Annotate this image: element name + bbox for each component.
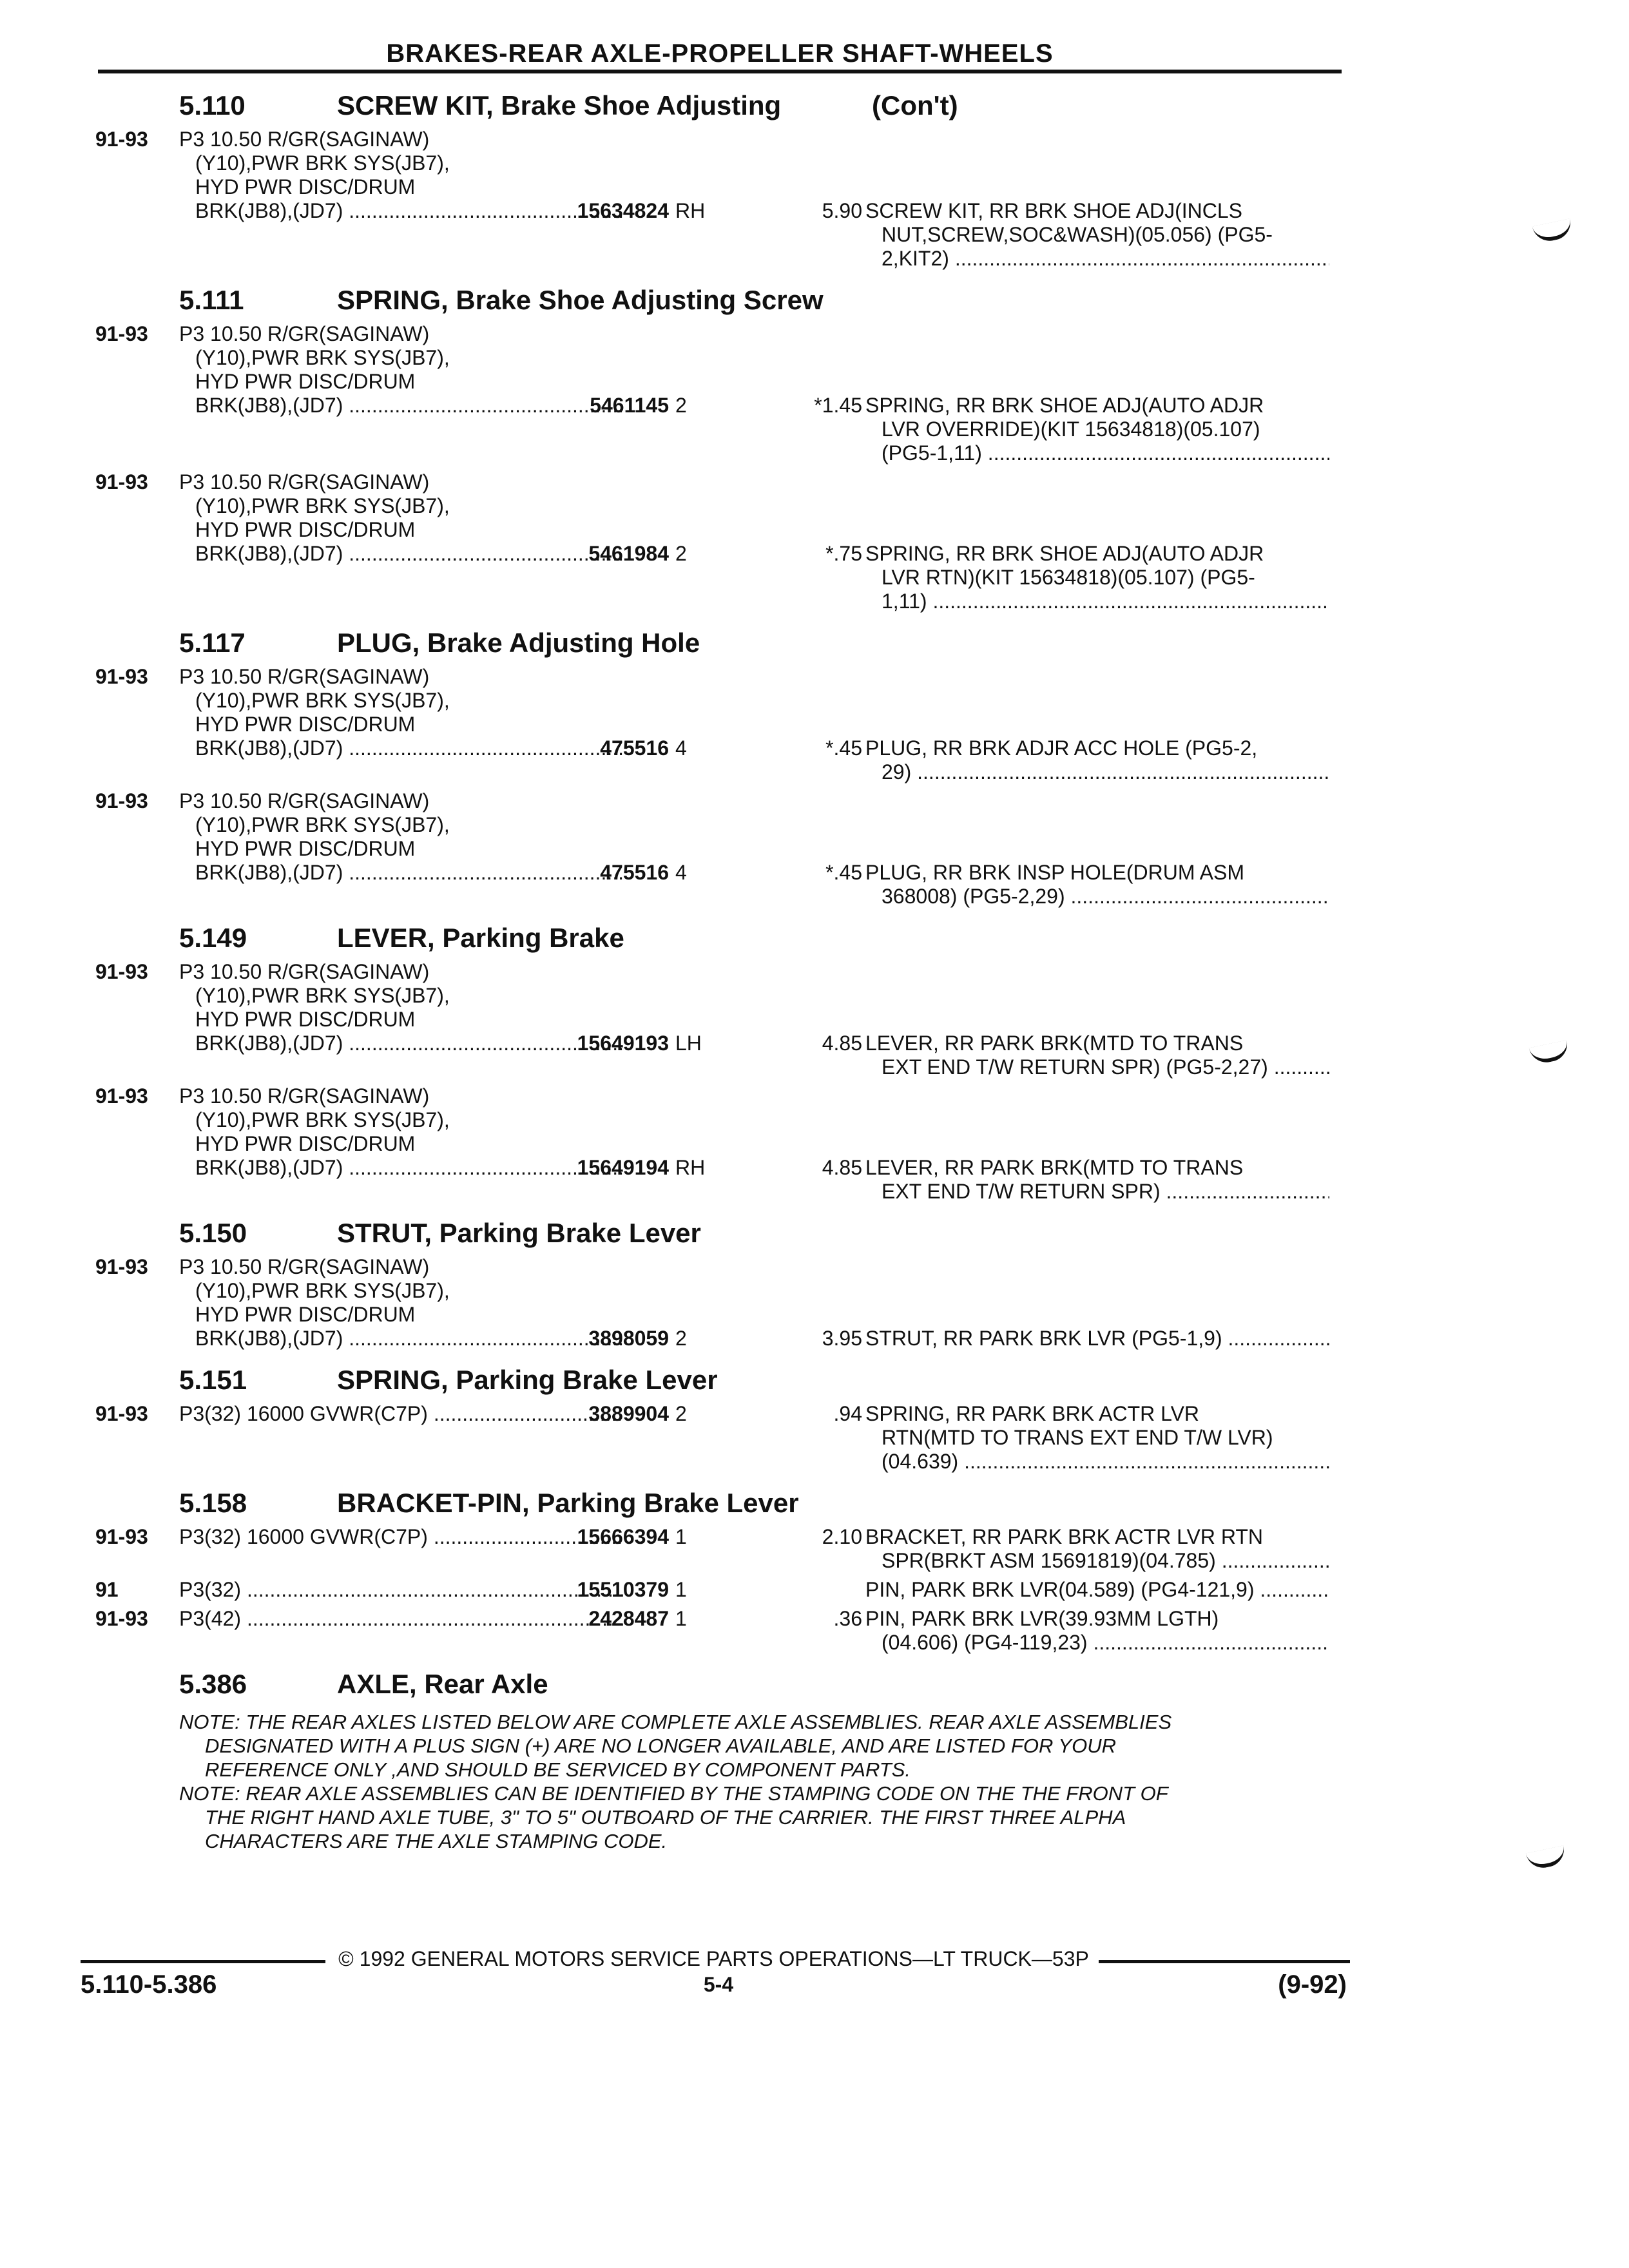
part-number: 3889904 [588, 1402, 669, 1425]
quantity: 1 [675, 1578, 687, 1601]
footer-copyright: © 1992 GENERAL MOTORS SERVICE PARTS OPERATIONS—LT TRUCK—53P [338, 1947, 1089, 1970]
part-description-text: SPRING, RR BRK SHOE ADJ(AUTO ADJR [865, 394, 1264, 417]
model-years: 91-93 [95, 470, 148, 494]
section-heading [95, 1365, 1345, 1402]
description-text: BRK(JB8),(JD7) [195, 1032, 343, 1055]
dot-leader [982, 441, 1329, 465]
part-description-line [865, 736, 1329, 760]
quantity: 4 [675, 861, 687, 884]
model-years: 91-93 [95, 665, 148, 688]
description-text: BRK(JB8),(JD7) [195, 1156, 343, 1179]
part-entry [95, 1402, 1345, 1474]
description-line [179, 837, 624, 861]
description-text: P3 10.50 R/GR(SAGINAW) [179, 322, 430, 345]
part-description [865, 1525, 1329, 1573]
description-text: (Y10),PWR BRK SYS(JB7), [195, 984, 450, 1007]
description-line [179, 1303, 624, 1327]
description-text: (Y10),PWR BRK SYS(JB7), [195, 1108, 450, 1131]
unit-price: 5.90 [822, 199, 862, 222]
part-description-line [865, 1549, 1329, 1573]
part-number: 475516 [600, 861, 669, 884]
dot-leader [1065, 885, 1329, 908]
part-entry [95, 665, 1345, 784]
part-entry [95, 1084, 1345, 1204]
part-description-line [865, 247, 1329, 271]
footer-date: (9-92) [1278, 1970, 1347, 1999]
model-years: 91-93 [95, 960, 148, 983]
quantity: 1 [675, 1607, 687, 1630]
dot-leader [1222, 1327, 1329, 1350]
description-text: BRK(JB8),(JD7) [195, 861, 343, 884]
description-text: HYD PWR DISC/DRUM [195, 1132, 416, 1155]
section-number: 5.117 [179, 628, 246, 658]
footer-rule [81, 1960, 325, 1963]
description-text: HYD PWR DISC/DRUM [195, 1008, 416, 1031]
quantity: 1 [675, 1525, 687, 1548]
part-entry [95, 789, 1345, 908]
part-entry [95, 1578, 1345, 1602]
part-description-text: 29) [882, 760, 912, 783]
part-description-line [865, 590, 1329, 613]
description-line [179, 813, 624, 837]
section-heading [95, 1669, 1345, 1706]
part-description-line [865, 1631, 1329, 1655]
model-years: 91-93 [95, 322, 148, 345]
axle-note [179, 1710, 1326, 1782]
description-line [179, 1279, 624, 1303]
section-title: SPRING, Brake Shoe Adjusting Screw [337, 285, 824, 315]
axle-note-line: CHARACTERS ARE THE AXLE STAMPING CODE. [205, 1830, 668, 1852]
quantity: LH [675, 1032, 702, 1055]
dot-leader [1255, 1578, 1330, 1601]
part-number: 15666394 [577, 1525, 669, 1548]
footer-page-number: 5-4 [703, 1973, 734, 1996]
part-entry [95, 128, 1345, 271]
description-text: (Y10),PWR BRK SYS(JB7), [195, 813, 450, 836]
description-text: (Y10),PWR BRK SYS(JB7), [195, 494, 450, 517]
part-description-text: EXT END T/W RETURN SPR) [882, 1180, 1161, 1203]
part-description-text: SPRING, RR PARK BRK ACTR LVR [865, 1402, 1200, 1425]
part-description-text: BRACKET, RR PARK BRK ACTR LVR RTN [865, 1525, 1264, 1548]
part-description-line [865, 566, 1329, 590]
part-description-text: LVR RTN)(KIT 15634818)(05.107) (PG5- [882, 566, 1255, 589]
part-description-line [865, 885, 1329, 908]
unit-price: *.45 [825, 861, 862, 884]
part-description-text: (PG5-1,11) [882, 441, 982, 465]
description-text: P3 10.50 R/GR(SAGINAW) [179, 470, 430, 494]
section-heading [95, 628, 1345, 665]
quantity: 2 [675, 1402, 687, 1425]
description-line [179, 984, 624, 1008]
part-description-text: STRUT, RR PARK BRK LVR (PG5-1,9) [865, 1327, 1222, 1350]
section-title: STRUT, Parking Brake Lever [337, 1218, 701, 1248]
dot-leader [1088, 1631, 1329, 1654]
part-entry [95, 1525, 1345, 1573]
quantity: 2 [675, 1327, 687, 1350]
part-number: 3898059 [588, 1327, 669, 1350]
section-heading [95, 285, 1345, 322]
section-heading [95, 90, 1345, 128]
part-description [865, 394, 1329, 465]
quantity: RH [675, 199, 706, 222]
part-description-line [865, 199, 1329, 223]
description-text: (Y10),PWR BRK SYS(JB7), [195, 689, 450, 712]
description-text: HYD PWR DISC/DRUM [195, 1303, 416, 1326]
description-line [179, 960, 624, 984]
description-text: HYD PWR DISC/DRUM [195, 713, 416, 736]
part-number: 2428487 [588, 1607, 669, 1630]
part-entry [95, 1255, 1345, 1350]
part-description-line [865, 1426, 1329, 1450]
description-text: HYD PWR DISC/DRUM [195, 370, 416, 393]
description-text: HYD PWR DISC/DRUM [195, 518, 416, 541]
part-entry [95, 960, 1345, 1079]
part-description-line [865, 1032, 1329, 1055]
unit-price: 2.10 [822, 1525, 862, 1548]
part-description-text: 1,11) [882, 590, 927, 613]
description-text: HYD PWR DISC/DRUM [195, 837, 416, 860]
description-text: P3 10.50 R/GR(SAGINAW) [179, 960, 430, 983]
section-title: LEVER, Parking Brake [337, 923, 624, 953]
part-description-line [865, 1450, 1329, 1474]
description-text: BRK(JB8),(JD7) [195, 1327, 343, 1350]
unit-price: *1.45 [814, 394, 862, 417]
description-text: BRK(JB8),(JD7) [195, 736, 343, 760]
quantity: RH [675, 1156, 706, 1179]
part-entry [95, 470, 1345, 613]
description-text: P3(32) 16000 GVWR(C7P) [179, 1525, 428, 1548]
quantity: 2 [675, 394, 687, 417]
model-years: 91-93 [95, 1402, 148, 1425]
dot-leader [927, 590, 1329, 613]
part-description-line [865, 1055, 1329, 1079]
section-title: BRACKET-PIN, Parking Brake Lever [337, 1488, 799, 1518]
description-text: P3 10.50 R/GR(SAGINAW) [179, 1084, 430, 1108]
description-text: BRK(JB8),(JD7) [195, 394, 343, 417]
description-text: P3(42) [179, 1607, 242, 1630]
section-heading [95, 923, 1345, 960]
description-line [179, 175, 624, 199]
description-line [179, 1008, 624, 1032]
part-description [865, 1578, 1329, 1602]
part-description-text: EXT END T/W RETURN SPR) (PG5-2,27) [882, 1055, 1268, 1079]
dot-leader [958, 1450, 1329, 1473]
section-number: 5.111 [179, 285, 244, 315]
description-text: BRK(JB8),(JD7) [195, 199, 343, 222]
header-rule [98, 70, 1342, 73]
model-years: 91-93 [95, 128, 148, 151]
description-line [179, 665, 624, 689]
part-entry [95, 1607, 1345, 1655]
part-description-text: PIN, PARK BRK LVR(04.589) (PG4-121,9) [865, 1578, 1255, 1601]
description-line [179, 689, 624, 713]
part-description [865, 1607, 1329, 1655]
part-description-line [865, 418, 1329, 441]
part-description-text: RTN(MTD TO TRANS EXT END T/W LVR) [882, 1426, 1273, 1449]
part-description [865, 1032, 1329, 1079]
unit-price: .94 [833, 1402, 862, 1425]
section-number: 5.150 [179, 1218, 247, 1248]
description-line [179, 789, 624, 813]
part-description [865, 1327, 1329, 1350]
part-description-line [865, 1327, 1329, 1350]
part-description-text: SPRING, RR BRK SHOE ADJ(AUTO ADJR [865, 542, 1264, 565]
part-description-line [865, 394, 1329, 418]
part-description-text: LEVER, RR PARK BRK(MTD TO TRANS [865, 1156, 1244, 1179]
unit-price: 3.95 [822, 1327, 862, 1350]
part-description [865, 542, 1329, 613]
description-line [179, 151, 624, 175]
part-description-line [865, 441, 1329, 465]
description-text: P3 10.50 R/GR(SAGINAW) [179, 789, 430, 812]
part-description [865, 1156, 1329, 1204]
description-text: P3 10.50 R/GR(SAGINAW) [179, 1255, 430, 1278]
part-description-text: NUT,SCREW,SOC&WASH)(05.056) (PG5- [882, 223, 1273, 246]
margin-check-mark [1529, 1040, 1571, 1066]
section-title: AXLE, Rear Axle [337, 1669, 548, 1699]
section-title: PLUG, Brake Adjusting Hole [337, 628, 700, 658]
description-line [179, 128, 624, 151]
description-text: P3(32) 16000 GVWR(C7P) [179, 1402, 428, 1425]
description-text: (Y10),PWR BRK SYS(JB7), [195, 346, 450, 369]
section-title: SCREW KIT, Brake Shoe Adjusting [337, 90, 782, 120]
description-line [179, 494, 624, 518]
description-line [179, 470, 624, 494]
description-line [179, 370, 624, 394]
part-description-text: LEVER, RR PARK BRK(MTD TO TRANS [865, 1032, 1244, 1055]
part-description-text: LVR OVERRIDE)(KIT 15634818)(05.107) [882, 418, 1260, 441]
part-number: 5461145 [590, 394, 669, 417]
part-description-text: PIN, PARK BRK LVR(39.93MM LGTH) [865, 1607, 1219, 1630]
description-line [179, 322, 624, 346]
description-text: (Y10),PWR BRK SYS(JB7), [195, 1279, 450, 1302]
part-description-line [865, 1402, 1329, 1426]
description-line [179, 1084, 624, 1108]
page-header [98, 37, 1342, 73]
part-number: 15634824 [577, 199, 669, 222]
unit-price: *.45 [825, 736, 862, 760]
axle-note-line: THE RIGHT HAND AXLE TUBE, 3" TO 5" OUTBOARD OF THE CARRIER. THE FIRST THREE ALPHA [205, 1806, 1126, 1829]
description-text: P3 10.50 R/GR(SAGINAW) [179, 128, 430, 151]
part-description-text: SPR(BRKT ASM 15691819)(04.785) [882, 1549, 1216, 1572]
part-number: 15649194 [577, 1156, 669, 1179]
part-number: 5461984 [588, 542, 669, 565]
dot-leader [911, 760, 1329, 783]
dot-leader [1161, 1180, 1329, 1203]
part-description-text: (04.606) (PG4-119,23) [882, 1631, 1088, 1654]
quantity: 4 [675, 736, 687, 760]
description-text: HYD PWR DISC/DRUM [195, 175, 416, 198]
part-description-text: PLUG, RR BRK INSP HOLE(DRUM ASM [865, 861, 1244, 884]
description-line [179, 1255, 624, 1279]
part-number: 15510379 [577, 1578, 669, 1601]
page-title: BRAKES-REAR AXLE-PROPELLER SHAFT-WHEELS [386, 39, 1054, 68]
part-entry [95, 322, 1345, 465]
description-line [179, 518, 624, 542]
section-number: 5.158 [179, 1488, 247, 1518]
section-number: 5.386 [179, 1669, 247, 1699]
part-description-line [865, 223, 1329, 247]
part-description-line [865, 1180, 1329, 1204]
section-heading [95, 1488, 1345, 1525]
dot-leader [949, 247, 1329, 270]
section-continued: (Con't) [872, 90, 958, 120]
footer-section-range: 5.110-5.386 [81, 1970, 217, 1999]
section-title: SPRING, Parking Brake Lever [337, 1365, 718, 1395]
part-number: 15649193 [577, 1032, 669, 1055]
unit-price: *.75 [825, 542, 862, 565]
margin-check-mark [1526, 1845, 1568, 1871]
model-years: 91 [95, 1578, 119, 1601]
description-line [179, 713, 624, 736]
axle-note-line: REFERENCE ONLY ,AND SHOULD BE SERVICED BY COMPONENT PARTS. [205, 1758, 911, 1781]
model-years: 91-93 [95, 789, 148, 812]
model-years: 91-93 [95, 1607, 148, 1630]
part-description-line [865, 542, 1329, 566]
part-description [865, 1402, 1329, 1474]
axle-note-line: DESIGNATED WITH A PLUS SIGN (+) ARE NO LONGER AVAILABLE, AND ARE LISTED FOR YOUR [205, 1735, 1116, 1757]
model-years: 91-93 [95, 1525, 148, 1548]
part-description [865, 199, 1329, 271]
unit-price: 4.85 [822, 1032, 862, 1055]
margin-check-mark [1532, 218, 1574, 244]
section-number: 5.151 [179, 1365, 247, 1395]
axle-note-line: NOTE: THE REAR AXLES LISTED BELOW ARE COMPLETE AXLE ASSEMBLIES. REAR AXLE ASSEMBLIES [179, 1711, 1172, 1733]
description-text: (Y10),PWR BRK SYS(JB7), [195, 151, 450, 175]
unit-price: .36 [833, 1607, 862, 1630]
section-number: 5.110 [179, 90, 246, 120]
axle-note-line: NOTE: REAR AXLE ASSEMBLIES CAN BE IDENTIFIED BY THE STAMPING CODE ON THE THE FRONT OF [179, 1782, 1168, 1805]
quantity: 2 [675, 542, 687, 565]
part-description-text: (04.639) [882, 1450, 959, 1473]
description-text: P3 10.50 R/GR(SAGINAW) [179, 665, 430, 688]
part-description [865, 861, 1329, 908]
part-description-text: 368008) (PG5-2,29) [882, 885, 1065, 908]
description-line [179, 1132, 624, 1156]
dot-leader [1216, 1549, 1329, 1572]
part-description-line [865, 1578, 1329, 1602]
section-number: 5.149 [179, 923, 247, 953]
part-description-line [865, 1607, 1329, 1631]
unit-price: 4.85 [822, 1156, 862, 1179]
part-number: 475516 [600, 736, 669, 760]
part-description-line [865, 861, 1329, 885]
part-description [865, 736, 1329, 784]
part-description-line [865, 1525, 1329, 1549]
footer-rule [1099, 1960, 1350, 1963]
axle-notes [95, 1710, 1326, 1853]
description-text: P3(32) [179, 1578, 242, 1601]
dot-leader [1268, 1055, 1329, 1079]
part-description-text: SCREW KIT, RR BRK SHOE ADJ(INCLS [865, 199, 1242, 222]
model-years: 91-93 [95, 1255, 148, 1278]
part-description-text: PLUG, RR BRK ADJR ACC HOLE (PG5-2, [865, 736, 1258, 760]
part-description-text: 2,KIT2) [882, 247, 949, 270]
part-description-line [865, 1156, 1329, 1180]
description-line [179, 1108, 624, 1132]
description-text: BRK(JB8),(JD7) [195, 542, 343, 565]
description-line [179, 346, 624, 370]
axle-note [179, 1782, 1326, 1853]
part-description-line [865, 760, 1329, 784]
section-heading [95, 1218, 1345, 1255]
parts-list [95, 90, 1345, 1853]
model-years: 91-93 [95, 1084, 148, 1108]
